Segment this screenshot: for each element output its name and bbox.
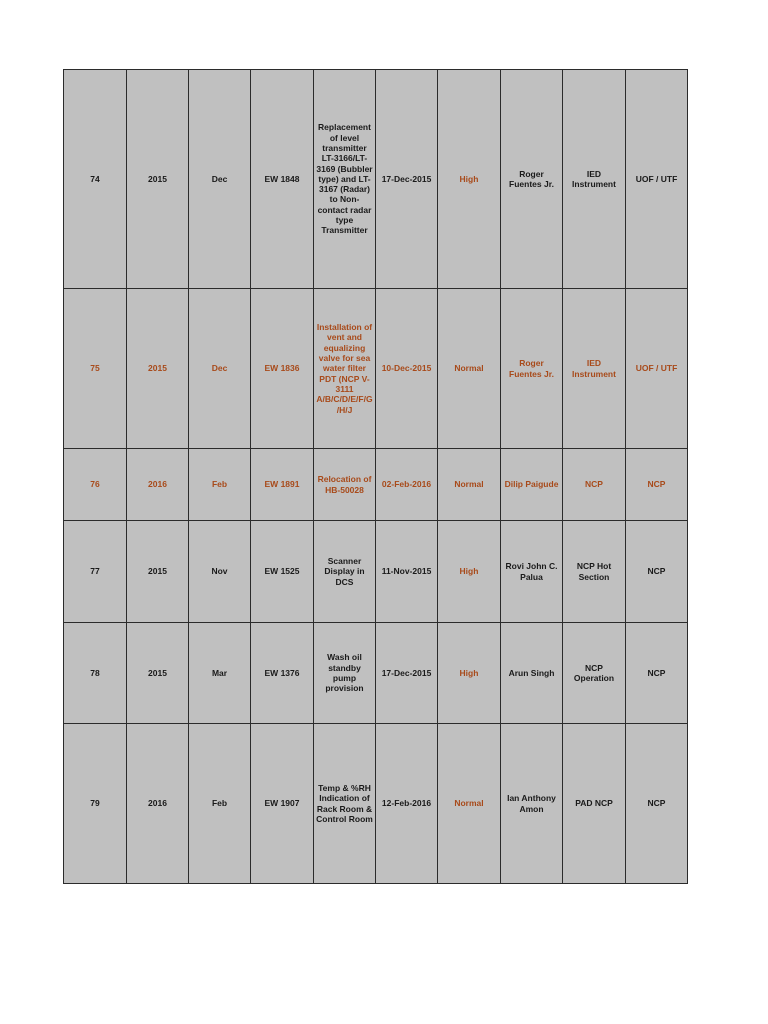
date-cell: 02-Feb-2016 xyxy=(376,449,438,521)
month-cell: Feb xyxy=(189,724,251,884)
year-cell: 2015 xyxy=(127,289,189,449)
owner-cell: Ian Anthony Amon xyxy=(501,724,563,884)
priority-cell: Normal xyxy=(438,449,501,521)
priority-cell: Normal xyxy=(438,724,501,884)
description-cell: Installation of vent and equalizing valve for sea water filter PDT (NCP V-3111 A/B/C/D/E/F/G/H/J xyxy=(314,289,376,449)
owner-cell: Roger Fuentes Jr. xyxy=(501,289,563,449)
row-number-cell: 79 xyxy=(64,724,127,884)
department-cell: NCP xyxy=(563,449,626,521)
year-cell: 2016 xyxy=(127,724,189,884)
ew-number-cell: EW 1376 xyxy=(251,623,314,724)
owner-cell: Dilip Paigude xyxy=(501,449,563,521)
unit-cell: NCP xyxy=(626,623,688,724)
unit-cell: NCP xyxy=(626,449,688,521)
date-cell: 17-Dec-2015 xyxy=(376,70,438,289)
priority-cell: High xyxy=(438,623,501,724)
row-number-cell: 76 xyxy=(64,449,127,521)
description-cell: Temp & %RH Indication of Rack Room & Control Room xyxy=(314,724,376,884)
description-cell: Relocation of HB-50028 xyxy=(314,449,376,521)
date-cell: 17-Dec-2015 xyxy=(376,623,438,724)
row-number-cell: 75 xyxy=(64,289,127,449)
priority-cell: Normal xyxy=(438,289,501,449)
row-number-cell: 74 xyxy=(64,70,127,289)
row-number-cell: 77 xyxy=(64,521,127,623)
unit-cell: NCP xyxy=(626,724,688,884)
priority-cell: High xyxy=(438,70,501,289)
table-row xyxy=(64,724,688,884)
ew-number-cell: EW 1891 xyxy=(251,449,314,521)
table-row xyxy=(64,449,688,521)
table-row xyxy=(64,289,688,449)
table-row xyxy=(64,521,688,623)
month-cell: Dec xyxy=(189,70,251,289)
table-row xyxy=(64,70,688,289)
owner-cell: Rovi John C. Palua xyxy=(501,521,563,623)
year-cell: 2015 xyxy=(127,70,189,289)
unit-cell: UOF / UTF xyxy=(626,289,688,449)
ew-number-cell: EW 1848 xyxy=(251,70,314,289)
owner-cell: Arun Singh xyxy=(501,623,563,724)
row-number-cell: 78 xyxy=(64,623,127,724)
date-cell: 10-Dec-2015 xyxy=(376,289,438,449)
description-cell: Wash oil standby pump provision xyxy=(314,623,376,724)
month-cell: Nov xyxy=(189,521,251,623)
ew-number-cell: EW 1525 xyxy=(251,521,314,623)
department-cell: IED Instrument xyxy=(563,289,626,449)
department-cell: NCP Operation xyxy=(563,623,626,724)
department-cell: NCP Hot Section xyxy=(563,521,626,623)
department-cell: IED Instrument xyxy=(563,70,626,289)
work-request-table xyxy=(63,69,688,884)
year-cell: 2016 xyxy=(127,449,189,521)
month-cell: Mar xyxy=(189,623,251,724)
description-cell: Replacement of level transmitter LT-3166/LT-3169 (Bubbler type) and LT-3167 (Radar) to Non-contact radar type Transmitter xyxy=(314,70,376,289)
ew-number-cell: EW 1836 xyxy=(251,289,314,449)
unit-cell: NCP xyxy=(626,521,688,623)
year-cell: 2015 xyxy=(127,623,189,724)
table-row xyxy=(64,623,688,724)
year-cell: 2015 xyxy=(127,521,189,623)
date-cell: 12-Feb-2016 xyxy=(376,724,438,884)
owner-cell: Roger Fuentes Jr. xyxy=(501,70,563,289)
date-cell: 11-Nov-2015 xyxy=(376,521,438,623)
unit-cell: UOF / UTF xyxy=(626,70,688,289)
month-cell: Dec xyxy=(189,289,251,449)
description-cell: Scanner Display in DCS xyxy=(314,521,376,623)
ew-number-cell: EW 1907 xyxy=(251,724,314,884)
priority-cell: High xyxy=(438,521,501,623)
month-cell: Feb xyxy=(189,449,251,521)
department-cell: PAD NCP xyxy=(563,724,626,884)
